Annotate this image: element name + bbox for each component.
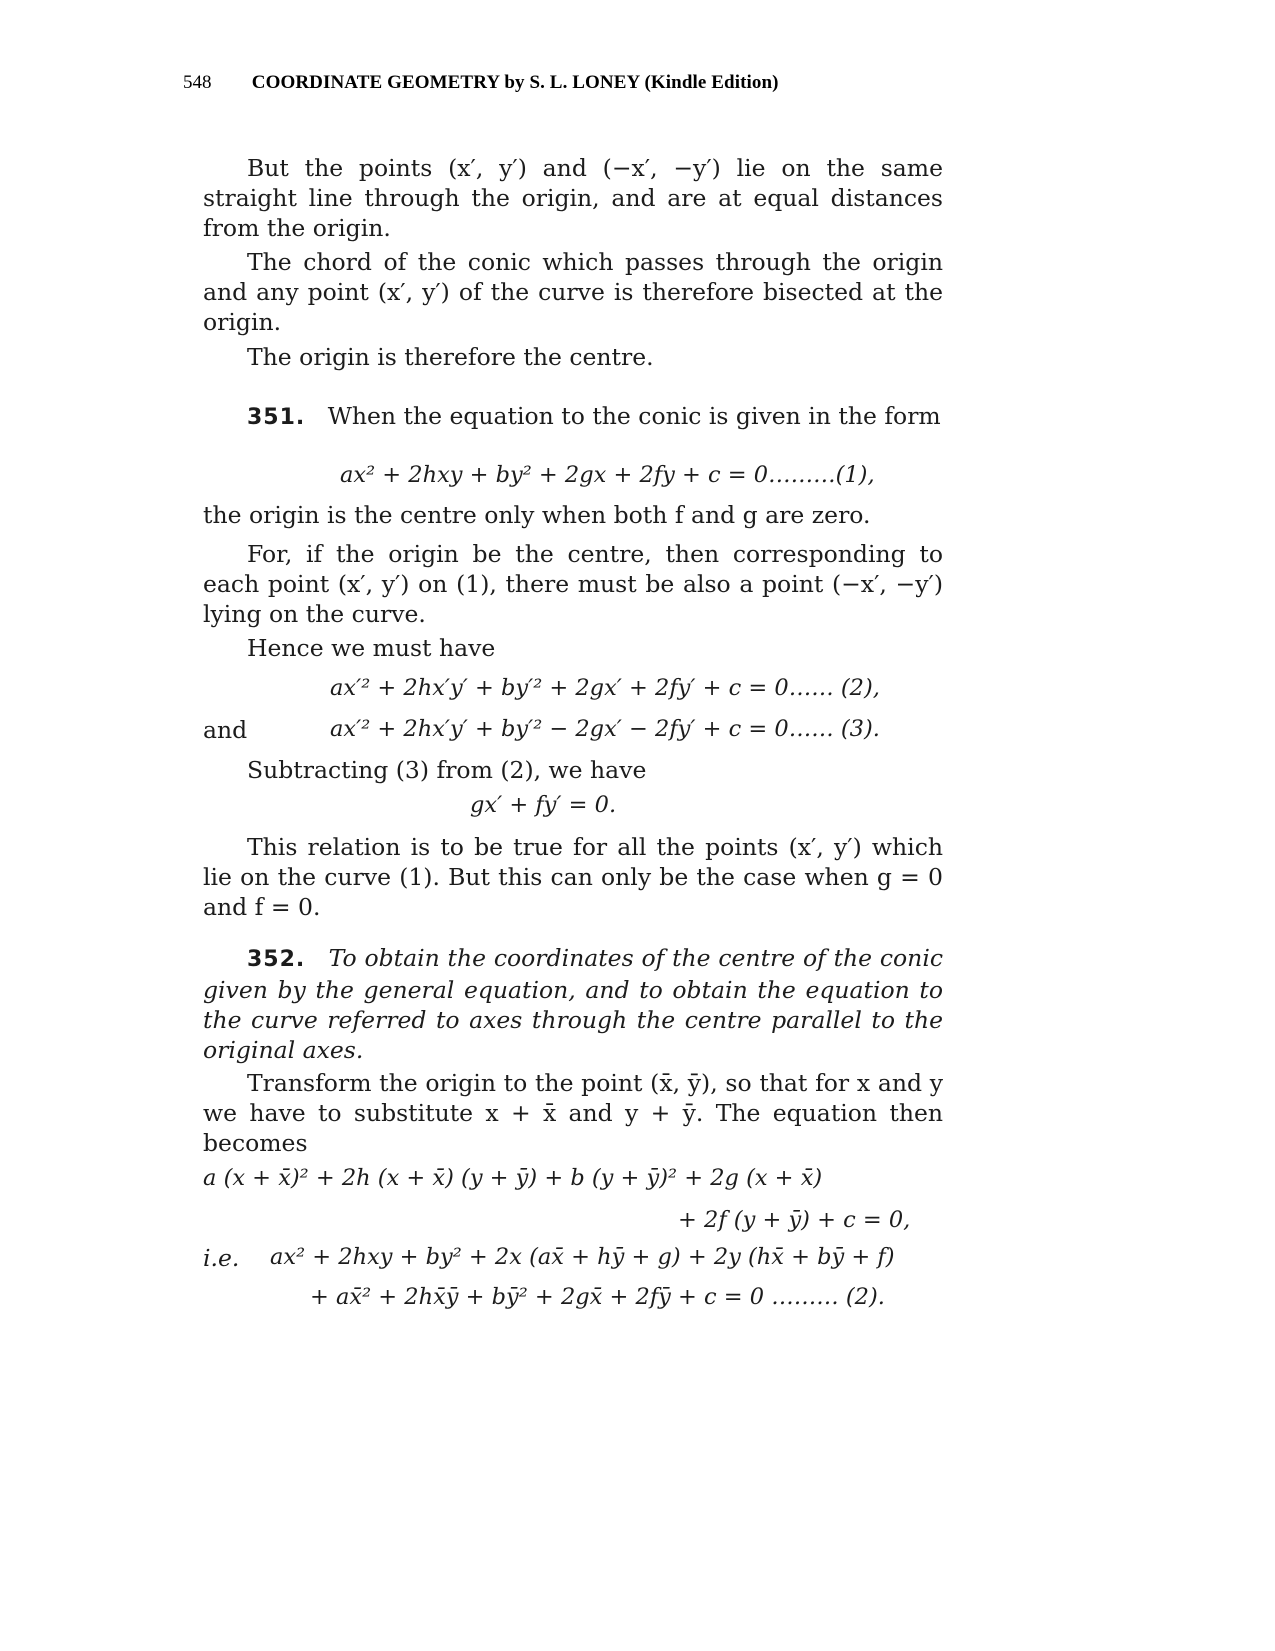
paragraph-2-block — [203, 247, 943, 337]
equation-6-line-1: ax² + 2hxy + by² + 2x (ax̄ + hȳ + g) + 2y (hx̄ + bȳ + f) — [270, 1244, 895, 1270]
paragraph-2: The chord of the conic which passes through the origin and any point (x′, y′) of the curve is therefore bisected at the origin. — [203, 248, 943, 336]
paragraph-7-block — [203, 832, 943, 922]
section-352-text: To obtain the coordinates of the centre of the conic given by the general equation, and to obtain the equation to the curve referred to axes through the centre parallel to the original axes. — [203, 944, 943, 1064]
section-351-paragraph — [203, 401, 943, 433]
paragraph-351b-block — [203, 500, 943, 530]
paragraph-3-block — [203, 342, 943, 372]
paragraph-8: Transform the origin to the point (x̄, ȳ), so that for x and y we have to substitute x + x̄ and y + ȳ. The equation then becomes — [203, 1069, 943, 1157]
book-title: COORDINATE GEOMETRY by S. L. LONEY (Kindle Edition) — [251, 72, 779, 93]
equation-6-line-2: + ax̄² + 2hx̄ȳ + bȳ² + 2gx̄ + 2fȳ + c = 0 ……… (2). — [310, 1284, 885, 1310]
equation-5-line-2: + 2f (y + ȳ) + c = 0, — [678, 1207, 911, 1233]
page-header — [183, 72, 779, 94]
paragraph-6-block — [203, 755, 943, 785]
paragraph-3: The origin is therefore the centre. — [247, 343, 654, 371]
paragraph-4-block — [203, 539, 943, 629]
section-351-block — [203, 401, 943, 433]
section-352-block — [203, 943, 943, 1065]
paragraph-5-block — [203, 633, 943, 663]
paragraph-5: Hence we must have — [247, 634, 496, 662]
equation-2: ax′² + 2hx′y′ + by′² + 2gx′ + 2fy′ + c = 0…… (2), — [330, 675, 880, 701]
paragraph-8-block — [203, 1068, 943, 1158]
paragraph-7: This relation is to be true for all the points (x′, y′) which lie on the curve (1). But this can only be the case when g = 0 and f = 0. — [203, 833, 943, 921]
paragraph-6: Subtracting (3) from (2), we have — [247, 756, 647, 784]
equation-4: gx′ + fy′ = 0. — [470, 792, 617, 818]
paragraph-1-block — [203, 153, 943, 243]
page-number: 548 — [183, 72, 212, 93]
equation-3: ax′² + 2hx′y′ + by′² − 2gx′ − 2fy′ + c = 0…… (3). — [330, 716, 880, 742]
paragraph-1: But the points (x′, y′) and (−x′, −y′) lie on the same straight line through the origin, and are at equal distances from the origin. — [203, 154, 943, 242]
equation-5-line-1: a (x + x̄)² + 2h (x + x̄) (y + ȳ) + b (y + ȳ)² + 2g (x + x̄) — [203, 1165, 823, 1191]
paragraph-4: For, if the origin be the centre, then corresponding to each point (x′, y′) on (1), there must be also a point (−x′, −y′) lying on the curve. — [203, 540, 943, 628]
equation-1: ax² + 2hxy + by² + 2gx + 2fy + c = 0………(1), — [340, 462, 875, 488]
section-number-352: 352. — [247, 947, 306, 972]
section-351-text: When the equation to the conic is given in the form — [327, 402, 941, 430]
ie-label: i.e. — [203, 1244, 240, 1272]
section-352-paragraph — [203, 943, 943, 1065]
and-label: and — [203, 716, 248, 744]
paragraph-351b: the origin is the centre only when both f and g are zero. — [203, 501, 871, 529]
section-number-351: 351. — [247, 405, 306, 430]
